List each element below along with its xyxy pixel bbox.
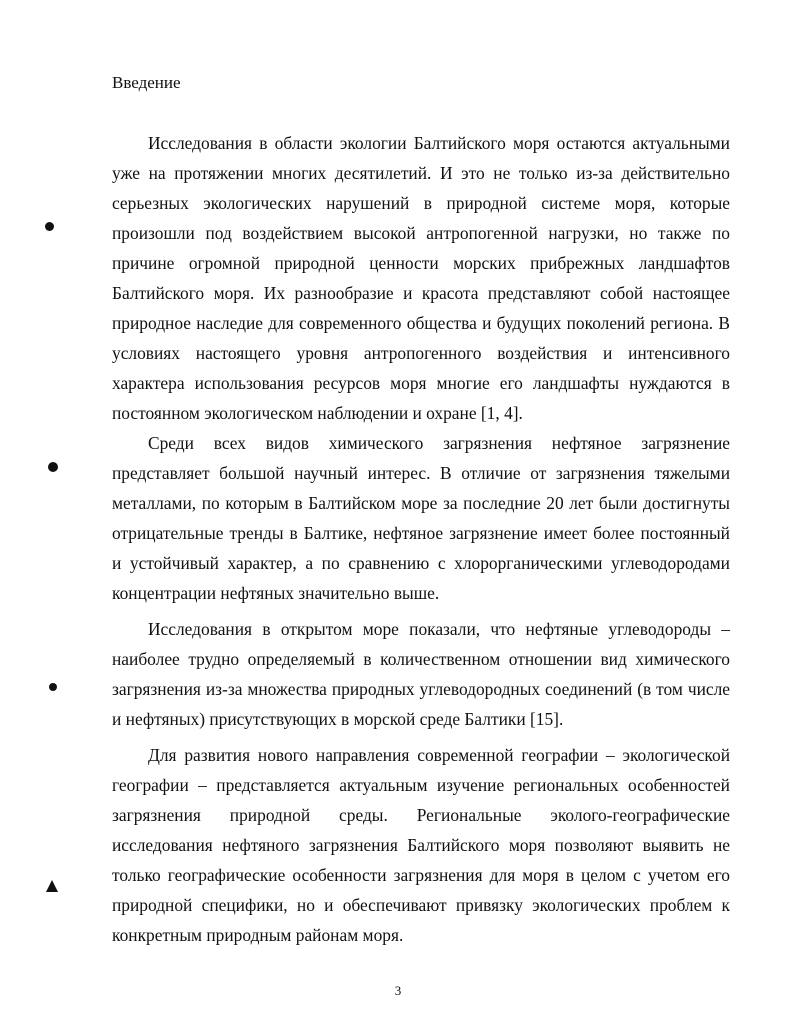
paragraph: Для развития нового направления современной географии – экологической географии – представляется актуальным изучение региональных особенностей загрязнения природной среды. Региональные эколого-географические исследования нефтяного загрязнения Балтийского моря позволяют выявить не только географические особенности загрязнения для моря в целом с учетом его природной специфики, но и обеспечивают привязку экологических проблем к конкретным природным районам моря. [112, 745, 730, 945]
paragraph: Исследования в области экологии Балтийского моря остаются актуальными уже на протяжении многих десятилетий. И это не только из-за действительно серьезных экологических нарушений в природной системе моря, которые произошли под воздействием высокой антропогенной нагрузки, но также по причине огромной природной ценности морских прибрежных ландшафтов Балтийского моря. Их разнообразие и красота представляют собой настоящее природное наследие для современного общества и будущих поколений региона. В условиях настоящего уровня антропогенного воздействия и интенсивного характера использования ресурсов моря многие его ландшафты нуждаются в постоянном экологическом наблюдении и охране [1, 4]. [112, 133, 730, 423]
paragraph: Среди всех видов химического загрязнения нефтяное загрязнение представляет большой научный интерес. В отличие от загрязнения тяжелыми металлами, по которым в Балтийском море за последние 20 лет были достигнуты отрицательные тренды в Балтике, нефтяное загрязнение имеет более постоянный и устойчивый характер, а по сравнению с хлорорганическими углеводородами концентрации нефтяных значительно выше. [112, 433, 730, 603]
margin-dot [49, 683, 57, 691]
margin-dot [48, 462, 58, 472]
section-heading: Введение [112, 73, 181, 92]
margin-mark-triangle [46, 880, 58, 892]
page-number: 3 [394, 983, 402, 998]
body-text [112, 128, 730, 950]
margin-dot [45, 222, 54, 231]
paragraph: Исследования в открытом море показали, что нефтяные углеводороды – наиболее трудно определяемый в количественном отношении вид химического загрязнения из-за множества природных углеводородных соединений (в том числе и нефтяных) присутствующих в морской среде Балтики [15]. [112, 619, 730, 729]
